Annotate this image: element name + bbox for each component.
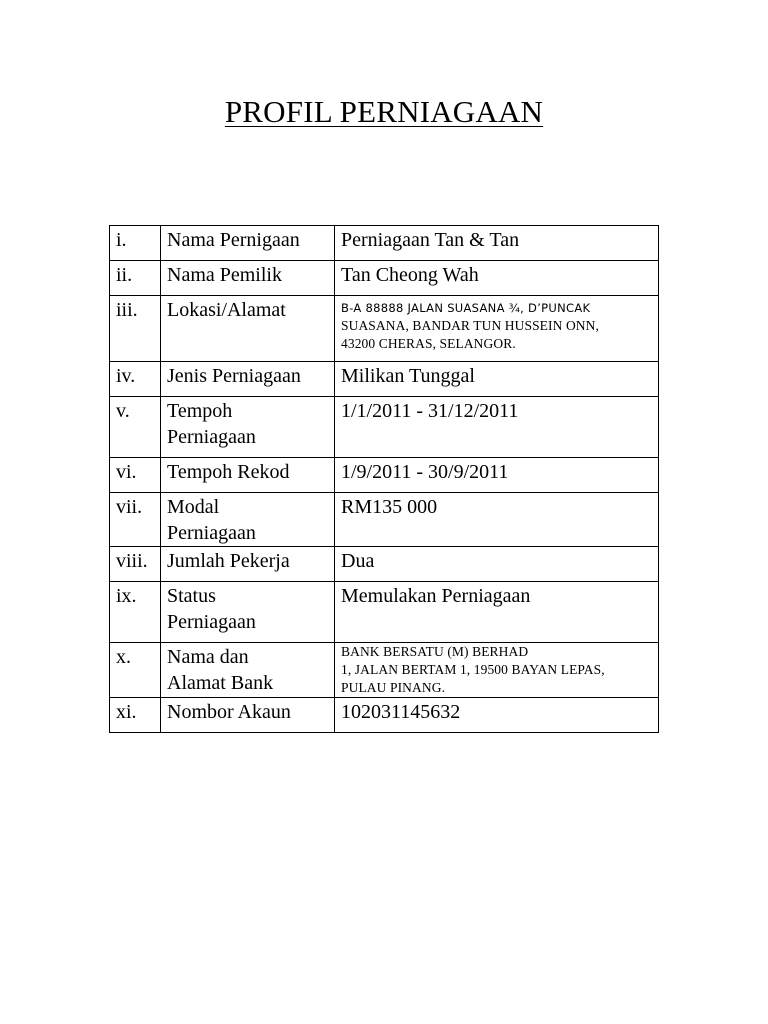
table-row (110, 458, 659, 493)
row-value (335, 643, 659, 698)
bank-line: PULAU PINANG. (341, 680, 446, 695)
row-label (161, 643, 335, 698)
page-title: PROFIL PERNIAGAAN (224, 94, 544, 129)
label-line: Tempoh (167, 400, 233, 422)
table-row (110, 226, 659, 261)
table-row (110, 362, 659, 397)
row-label: Jenis Perniagaan (161, 362, 335, 397)
label-line: Modal (167, 496, 220, 518)
row-label (161, 397, 335, 458)
bank-line: BANK BERSATU (M) BERHAD (341, 644, 529, 659)
row-label: Jumlah Pekerja (161, 547, 335, 582)
row-value: Perniagaan Tan & Tan (335, 226, 659, 261)
address-line: 43200 CHERAS, SELANGOR. (341, 336, 516, 351)
row-label: Nama Pemilik (161, 261, 335, 296)
label-line: Perniagaan (167, 426, 256, 448)
row-label: Nama Pernigaan (161, 226, 335, 261)
table-row (110, 547, 659, 582)
row-label (161, 493, 335, 547)
row-number: ix. (110, 582, 161, 643)
address-line: SUASANA, BANDAR TUN HUSSEIN ONN, (341, 318, 599, 333)
row-number: vii. (110, 493, 161, 547)
business-profile-table (109, 225, 659, 733)
table-row (110, 397, 659, 458)
row-value: Dua (335, 547, 659, 582)
row-number: i. (110, 226, 161, 261)
row-value: 102031145632 (335, 698, 659, 733)
table-row (110, 493, 659, 547)
row-value (335, 296, 659, 362)
row-number: iii. (110, 296, 161, 362)
row-value: RM135 000 (335, 493, 659, 547)
row-value: Tan Cheong Wah (335, 261, 659, 296)
row-label: Tempoh Rekod (161, 458, 335, 493)
row-value: Memulakan Perniagaan (335, 582, 659, 643)
label-line: Alamat Bank (167, 672, 274, 694)
address-line: B-A 88888 JALAN SUASANA ¾, D’PUNCAK (341, 301, 591, 315)
table-row (110, 296, 659, 362)
table-row (110, 261, 659, 296)
row-value: 1/1/2011 - 31/12/2011 (335, 397, 659, 458)
row-number: vi. (110, 458, 161, 493)
row-number: viii. (110, 547, 161, 582)
row-label: Lokasi/Alamat (161, 296, 335, 362)
row-number: x. (110, 643, 161, 698)
label-line: Status (167, 585, 216, 607)
table-row (110, 698, 659, 733)
row-label (161, 582, 335, 643)
label-line: Nama dan (167, 646, 249, 668)
row-label: Nombor Akaun (161, 698, 335, 733)
label-line: Perniagaan (167, 611, 256, 633)
row-number: v. (110, 397, 161, 458)
row-value: 1/9/2011 - 30/9/2011 (335, 458, 659, 493)
row-value: Milikan Tunggal (335, 362, 659, 397)
label-line: Perniagaan (167, 522, 256, 544)
row-number: iv. (110, 362, 161, 397)
bank-line: 1, JALAN BERTAM 1, 19500 BAYAN LEPAS, (341, 662, 605, 677)
table-row (110, 582, 659, 643)
row-number: xi. (110, 698, 161, 733)
row-number: ii. (110, 261, 161, 296)
table-row (110, 643, 659, 698)
